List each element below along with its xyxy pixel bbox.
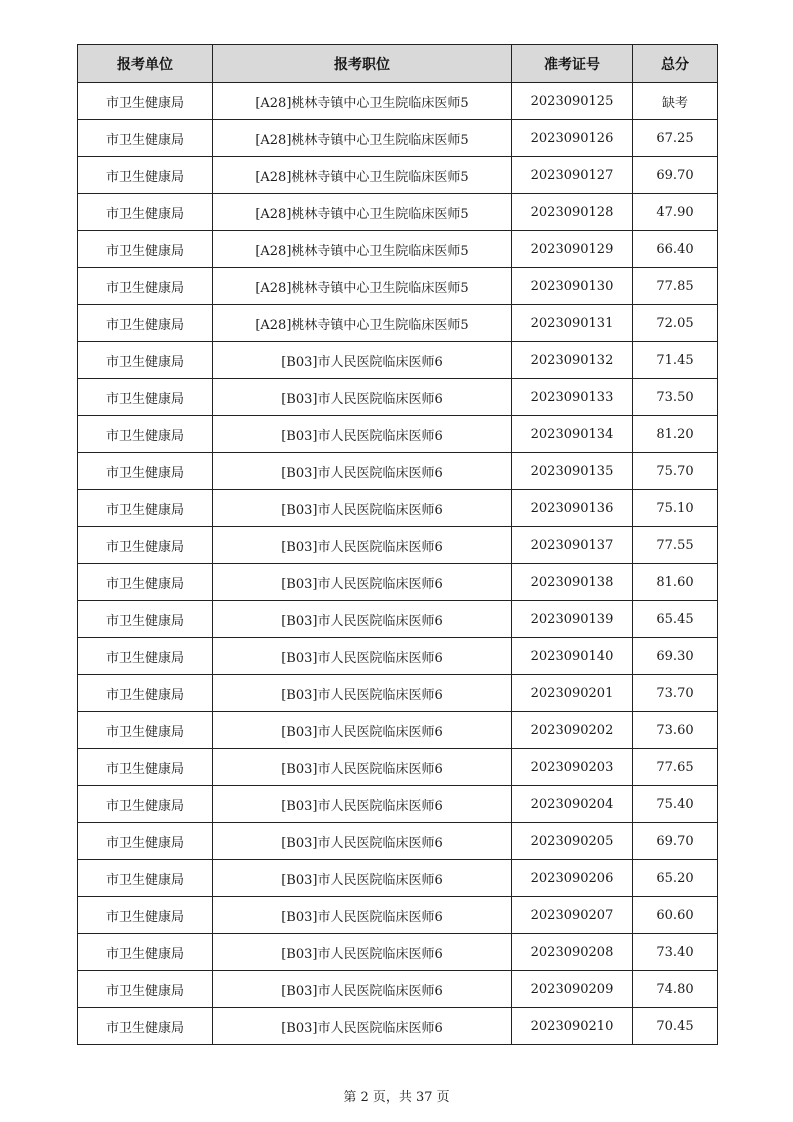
cell-unit: 市卫生健康局 [78, 564, 213, 601]
cell-unit: 市卫生健康局 [78, 490, 213, 527]
cell-exam-id: 2023090135 [512, 453, 633, 490]
header-total-score: 总分 [633, 45, 718, 83]
cell-unit: 市卫生健康局 [78, 823, 213, 860]
cell-position: [A28]桃林寺镇中心卫生院临床医师5 [213, 83, 512, 120]
cell-position: [A28]桃林寺镇中心卫生院临床医师5 [213, 194, 512, 231]
cell-position: [B03]市人民医院临床医师6 [213, 897, 512, 934]
cell-unit: 市卫生健康局 [78, 860, 213, 897]
cell-unit: 市卫生健康局 [78, 971, 213, 1008]
table-row [78, 786, 718, 823]
table-row [78, 157, 718, 194]
cell-total-score: 77.55 [633, 527, 718, 564]
cell-exam-id: 2023090203 [512, 749, 633, 786]
cell-unit: 市卫生健康局 [78, 268, 213, 305]
cell-position: [A28]桃林寺镇中心卫生院临床医师5 [213, 305, 512, 342]
cell-position: [B03]市人民医院临床医师6 [213, 1008, 512, 1045]
cell-exam-id: 2023090208 [512, 934, 633, 971]
cell-position: [B03]市人民医院临床医师6 [213, 860, 512, 897]
table-row [78, 453, 718, 490]
table-row [78, 823, 718, 860]
cell-unit: 市卫生健康局 [78, 1008, 213, 1045]
cell-exam-id: 2023090140 [512, 638, 633, 675]
table-row [78, 342, 718, 379]
cell-position: [B03]市人民医院临床医师6 [213, 564, 512, 601]
cell-position: [B03]市人民医院临床医师6 [213, 823, 512, 860]
cell-exam-id: 2023090206 [512, 860, 633, 897]
cell-position: [B03]市人民医院临床医师6 [213, 675, 512, 712]
cell-total-score: 73.50 [633, 379, 718, 416]
cell-total-score: 81.60 [633, 564, 718, 601]
table-row [78, 638, 718, 675]
cell-total-score: 73.40 [633, 934, 718, 971]
cell-unit: 市卫生健康局 [78, 379, 213, 416]
cell-total-score: 69.70 [633, 823, 718, 860]
cell-unit: 市卫生健康局 [78, 83, 213, 120]
cell-exam-id: 2023090129 [512, 231, 633, 268]
table-row [78, 194, 718, 231]
table-row [78, 416, 718, 453]
cell-position: [B03]市人民医院临床医师6 [213, 712, 512, 749]
cell-position: [B03]市人民医院临床医师6 [213, 453, 512, 490]
cell-total-score: 66.40 [633, 231, 718, 268]
cell-total-score: 69.30 [633, 638, 718, 675]
header-position: 报考职位 [213, 45, 512, 83]
cell-position: [A28]桃林寺镇中心卫生院临床医师5 [213, 231, 512, 268]
cell-position: [B03]市人民医院临床医师6 [213, 786, 512, 823]
cell-position: [B03]市人民医院临床医师6 [213, 490, 512, 527]
score-sheet [77, 44, 717, 1045]
cell-total-score: 60.60 [633, 897, 718, 934]
cell-position: [B03]市人民医院临床医师6 [213, 638, 512, 675]
cell-unit: 市卫生健康局 [78, 120, 213, 157]
cell-total-score: 65.45 [633, 601, 718, 638]
score-table [77, 44, 718, 1045]
header-row [78, 45, 718, 83]
cell-total-score: 73.70 [633, 675, 718, 712]
cell-total-score: 缺考 [633, 83, 718, 120]
table-header [78, 45, 718, 83]
page-footer: 第 2 页，共 37 页 [343, 1090, 450, 1105]
cell-position: [B03]市人民医院临床医师6 [213, 342, 512, 379]
cell-unit: 市卫生健康局 [78, 675, 213, 712]
cell-unit: 市卫生健康局 [78, 601, 213, 638]
cell-unit: 市卫生健康局 [78, 231, 213, 268]
cell-unit: 市卫生健康局 [78, 897, 213, 934]
table-row [78, 564, 718, 601]
table-row [78, 379, 718, 416]
table-row [78, 527, 718, 564]
table-row [78, 601, 718, 638]
cell-unit: 市卫生健康局 [78, 416, 213, 453]
table-row [78, 305, 718, 342]
header-unit: 报考单位 [78, 45, 213, 83]
cell-position: [B03]市人民医院临床医师6 [213, 601, 512, 638]
cell-position: [A28]桃林寺镇中心卫生院临床医师5 [213, 157, 512, 194]
cell-position: [B03]市人民医院临床医师6 [213, 749, 512, 786]
table-row [78, 231, 718, 268]
cell-total-score: 75.70 [633, 453, 718, 490]
cell-position: [B03]市人民医院临床医师6 [213, 527, 512, 564]
cell-exam-id: 2023090207 [512, 897, 633, 934]
cell-total-score: 75.40 [633, 786, 718, 823]
cell-unit: 市卫生健康局 [78, 786, 213, 823]
table-row [78, 712, 718, 749]
cell-unit: 市卫生健康局 [78, 157, 213, 194]
cell-exam-id: 2023090139 [512, 601, 633, 638]
cell-total-score: 47.90 [633, 194, 718, 231]
header-exam-id: 准考证号 [512, 45, 633, 83]
cell-exam-id: 2023090127 [512, 157, 633, 194]
cell-total-score: 70.45 [633, 1008, 718, 1045]
cell-total-score: 81.20 [633, 416, 718, 453]
cell-position: [B03]市人民医院临床医师6 [213, 416, 512, 453]
cell-position: [A28]桃林寺镇中心卫生院临床医师5 [213, 268, 512, 305]
cell-total-score: 74.80 [633, 971, 718, 1008]
cell-exam-id: 2023090204 [512, 786, 633, 823]
cell-exam-id: 2023090201 [512, 675, 633, 712]
cell-total-score: 72.05 [633, 305, 718, 342]
cell-unit: 市卫生健康局 [78, 749, 213, 786]
cell-total-score: 77.65 [633, 749, 718, 786]
cell-unit: 市卫生健康局 [78, 194, 213, 231]
cell-total-score: 75.10 [633, 490, 718, 527]
table-row [78, 83, 718, 120]
cell-exam-id: 2023090209 [512, 971, 633, 1008]
cell-exam-id: 2023090126 [512, 120, 633, 157]
table-row [78, 971, 718, 1008]
cell-exam-id: 2023090125 [512, 83, 633, 120]
table-row [78, 1008, 718, 1045]
cell-position: [B03]市人民医院临床医师6 [213, 379, 512, 416]
table-row [78, 490, 718, 527]
table-row [78, 860, 718, 897]
cell-exam-id: 2023090132 [512, 342, 633, 379]
cell-unit: 市卫生健康局 [78, 527, 213, 564]
cell-unit: 市卫生健康局 [78, 638, 213, 675]
cell-unit: 市卫生健康局 [78, 305, 213, 342]
cell-exam-id: 2023090210 [512, 1008, 633, 1045]
cell-exam-id: 2023090131 [512, 305, 633, 342]
table-row [78, 120, 718, 157]
cell-unit: 市卫生健康局 [78, 453, 213, 490]
cell-position: [A28]桃林寺镇中心卫生院临床医师5 [213, 120, 512, 157]
cell-unit: 市卫生健康局 [78, 712, 213, 749]
cell-exam-id: 2023090133 [512, 379, 633, 416]
cell-total-score: 67.25 [633, 120, 718, 157]
cell-exam-id: 2023090134 [512, 416, 633, 453]
cell-unit: 市卫生健康局 [78, 342, 213, 379]
cell-exam-id: 2023090128 [512, 194, 633, 231]
cell-exam-id: 2023090130 [512, 268, 633, 305]
table-row [78, 897, 718, 934]
table-body [78, 83, 718, 1045]
cell-total-score: 71.45 [633, 342, 718, 379]
cell-exam-id: 2023090205 [512, 823, 633, 860]
cell-total-score: 69.70 [633, 157, 718, 194]
cell-total-score: 65.20 [633, 860, 718, 897]
table-row [78, 675, 718, 712]
table-row [78, 934, 718, 971]
cell-exam-id: 2023090136 [512, 490, 633, 527]
cell-total-score: 77.85 [633, 268, 718, 305]
cell-exam-id: 2023090137 [512, 527, 633, 564]
cell-exam-id: 2023090202 [512, 712, 633, 749]
table-row [78, 268, 718, 305]
table-row [78, 749, 718, 786]
cell-total-score: 73.60 [633, 712, 718, 749]
cell-position: [B03]市人民医院临床医师6 [213, 934, 512, 971]
cell-exam-id: 2023090138 [512, 564, 633, 601]
cell-unit: 市卫生健康局 [78, 934, 213, 971]
cell-position: [B03]市人民医院临床医师6 [213, 971, 512, 1008]
